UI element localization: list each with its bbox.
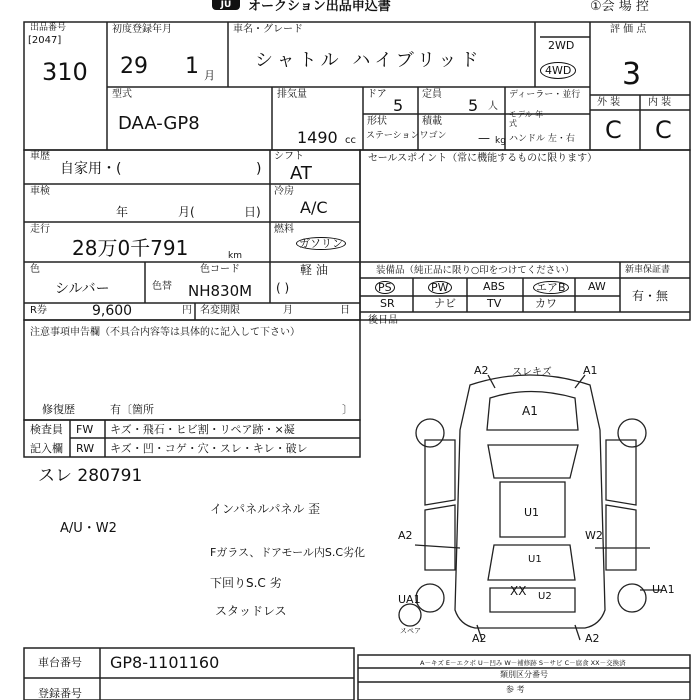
load-unit: kg [495,136,506,146]
mark-wheel-left: UA1 [398,593,421,606]
color-code-label: 色コード [200,264,240,275]
repair-history-label: 修復歴 [42,403,75,416]
model-name-value: シャトル ハイブリッド [255,50,483,71]
inspector-row-1: キズ・飛石・ヒビ割・リペア跡・×凝 [110,423,295,436]
drive-4wd-selected: 4WD [540,62,576,79]
shift-label: シフト [274,151,304,162]
damage-code-legend: A－キズ E－エクボ U－凹み W－補修跡 S－サビ C－腐食 XX－交換済 [420,659,626,667]
lot-number: 310 [42,58,88,86]
venue-copy-label: ①会 場 控 [590,0,649,14]
mark-bottom-right: A2 [585,632,600,645]
mark-center: U1 [524,506,540,519]
equipment-navi: ナビ [434,297,456,310]
repair-history-value: 有〔箇所 [110,403,154,416]
capacity-value: 5 [468,96,479,115]
inspector-rw: RW [76,442,95,455]
mark-bottom-left: A2 [472,632,487,645]
mileage-label: 走行 [30,224,50,235]
inspector-note-3: インパネルパネル 歪 [210,502,321,516]
inspection-day-unit: 日) [244,205,261,219]
load-label: 積載 [422,116,442,127]
equipment-pw: PW [428,281,452,294]
sales-point-label: セールスポイント（常に機能するものに限ります） [368,153,598,164]
equipment-aw: AW [588,280,606,293]
color-code: NH830M [188,282,253,300]
interior-grade-label: 内 装 [648,97,672,108]
lot-small-label: 出品番号 [30,23,67,33]
mark-wheel-right: UA1 [652,583,675,596]
model-year-label: モデル 年式 [509,110,544,128]
new-warranty-label: 新車保証書 [625,265,671,275]
drive-2wd: 2WD [548,39,575,52]
inspector-note-6: スタッドレス [215,604,287,618]
recycle-yen: 円 [182,305,192,316]
inspector-label-2: 記入欄 [30,442,63,455]
color-value: シルバー [55,281,110,297]
recycle-amount: 9,600 [92,303,133,319]
color-swap-label: 色替 [152,281,172,292]
post-day-label: 後日品 [368,315,398,326]
first-registration-label: 初度登録年月 [112,24,172,35]
transfer-deadline-label: 名変期限 [200,305,240,316]
chassis-label: 車台番号 [38,656,82,669]
equipment-leather: カワ [535,297,557,310]
repair-history-close: 〕 [342,403,353,416]
inspector-note-2: A/U・W2 [60,521,117,536]
load-value: — [478,131,490,145]
cooler-label: 冷房 [274,186,294,197]
fuel-other: ( ) [276,281,290,295]
logo [212,0,240,10]
interior-grade: C [655,116,672,144]
mark-rear-u1: U1 [528,554,542,565]
shift-value: AT [290,163,312,184]
new-warranty-value: 有・無 [632,289,669,303]
registration-year: 29 [120,54,148,79]
type-value: DAA-GP8 [118,113,200,134]
spare-label: スペア [400,627,421,635]
mark-left: A2 [398,529,413,542]
notes-label: 注意事項申告欄（不具合内容等は具体的に記入して下さい） [30,327,300,338]
doors-label: ドア [367,89,387,100]
transfer-month-unit: 月 [283,305,293,316]
logo-text: JU [220,0,232,10]
mark-top-note: スレキズ [512,367,552,378]
equipment-tv: TV [487,297,502,310]
equipment-label: 装備品（純正品に限り○印をつけてください） [376,265,575,276]
memo-label: 類別区分番号 [500,670,548,679]
equipment-sr: SR [380,297,395,310]
displacement-value: 1490 [297,128,338,147]
displacement-label: 排気量 [277,89,307,100]
form-title: オークション出品申込書 [248,0,391,14]
model-name-label: 車名・グレード [233,24,303,35]
mark-top-left: A2 [474,364,489,377]
mark-rear-u2: U2 [538,591,552,602]
usage-value: 自家用・( [60,161,122,177]
mark-roof: A1 [522,404,538,418]
inspector-fw: FW [76,423,94,436]
registration-month: 1 [185,54,199,79]
transfer-day-unit: 日 [340,305,350,316]
type-label: 型式 [112,89,132,100]
inspector-note-4: Fガラス、ドアモール内S.C劣化 [210,546,366,559]
registration-month-unit: 月 [204,69,215,82]
mileage-unit: km [228,251,242,261]
inspector-label-1: 検査員 [30,423,63,436]
capacity-unit: 人 [488,101,498,112]
fuel-diesel: 軽 油 [300,263,328,277]
equipment-airbag: エアB [533,281,569,294]
fuel-label: 燃料 [274,224,294,235]
mileage-value: 28万0千791 [72,236,189,260]
mark-right: W2 [585,529,603,542]
exterior-grade-label: 外 装 [597,97,621,108]
dealer-label: ディーラー・並行 [509,90,581,100]
inspection-month-unit: 月( [178,205,195,219]
fuel-gasoline-selected: ガソリン [296,237,346,250]
exterior-grade: C [605,116,622,144]
reference-label: 参 考 [506,685,525,694]
shape-label: 形状 [367,116,387,127]
inspection-label: 車検 [30,186,50,197]
equipment-abs: ABS [483,280,505,293]
lot-small-code: [2047] [28,35,62,46]
inspector-row-2: キズ・凹・コゲ・穴・スレ・キレ・破レ [110,442,308,455]
inspector-note-1: スレ 280791 [38,466,143,486]
equipment-ps: PS [375,281,395,294]
rating-label: 評 価 点 [610,24,647,35]
mark-top-right: A1 [583,364,598,377]
recycle-label: R券 [30,305,47,316]
shape-value: ステーションワゴン [366,131,447,141]
cooler-value: A/C [300,198,328,217]
rating-value: 3 [622,57,642,92]
capacity-label: 定員 [422,89,442,100]
inspection-year-unit: 年 [116,205,129,219]
usage-close: ) [256,161,262,177]
registration-number-label: 登録番号 [38,687,82,700]
doors-value: 5 [393,96,404,115]
handle-label: ハンドル 左・右 [509,134,575,144]
chassis-value: GP8-1101160 [110,653,220,672]
mark-rear-xx: XX [510,584,527,598]
color-label: 色 [30,264,40,275]
inspector-note-5: 下回りS.C 劣 [210,576,282,590]
usage-label: 車歴 [30,151,50,162]
displacement-unit: cc [345,135,356,146]
